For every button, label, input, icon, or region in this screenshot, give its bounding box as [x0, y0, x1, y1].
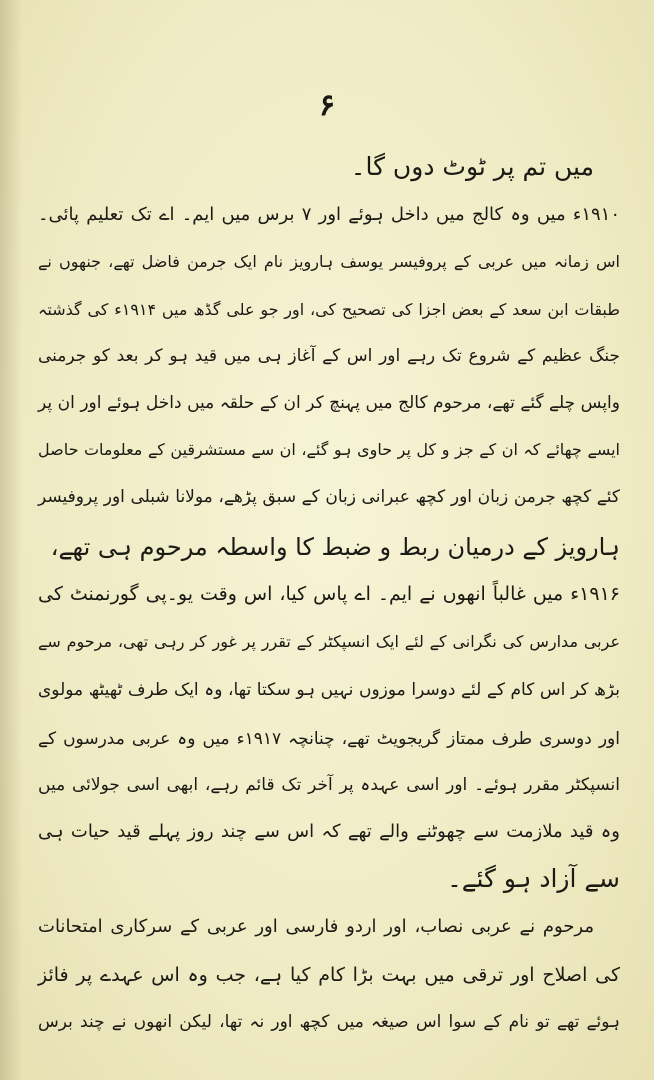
- text-line-16: سے آزاد ہو گئے۔: [447, 864, 620, 893]
- text-line-18: کی اصلاح اور ترقی میں بہت بڑا کام کیا ہے، جب وہ اس عہدے پر فائز: [38, 964, 620, 986]
- text-line-7: ایسے چھائے کہ ان کے جز و کل پر حاوی ہو گئے، ان سے مستشرقین کے معلومات حاصل: [38, 440, 620, 459]
- text-line-3: اس زمانہ میں عربی کے پروفیسر یوسف ہارویز نام ایک جرمن فاضل تھے، جنھوں نے: [38, 252, 620, 271]
- text-line-8: کئے کچھ جرمن زبان اور کچھ عبرانی زبان کے سبق پڑھے، مولانا شبلی اور پروفیسر: [38, 487, 620, 507]
- text-line-5: جنگ عظیم کے شروع تک رہے اور اس کے آغاز ہی میں قید ہو کر بعد کو جرمنی: [38, 346, 620, 366]
- text-line-10: ۱۹۱۶ء میں غالباً انھوں نے ایم۔ اے پاس کیا، اس وقت یو۔پی گورنمنٹ کی: [38, 583, 620, 605]
- text-line-17: مرحوم نے عربی نصاب، اور اردو فارسی اور عربی کے سرکاری امتحانات: [38, 916, 594, 937]
- binding-shadow: [0, 0, 22, 1080]
- page-number: ۶: [318, 88, 336, 123]
- text-line-1: میں تم پر ٹوٹ دوں گا۔: [350, 152, 594, 181]
- text-line-14: انسپکٹر مقرر ہوئے۔ اور اسی عہدہ پر آخر تک قائم رہے، ابھی اسی جولائی میں: [38, 775, 620, 795]
- text-line-11: عربی مدارس کی نگرانی کے لئے ایک انسپکٹر کے تقرر پر غور کر رہی تھی، مرحوم سے: [38, 632, 620, 651]
- text-line-9: ہارویز کے درمیان ربط و ضبط کا واسطہ مرحوم ہی تھے،: [50, 533, 620, 561]
- text-line-6: واپس چلے گئے تھے، مرحوم کالج میں پہنچ کر ان کے حلقہ میں داخل ہوئے اور ان پر: [38, 393, 620, 413]
- text-line-12: بڑھ کر اس کام کے لئے دوسرا موزوں نہیں ہو سکتا تھا، وہ ایک طرف ٹھیٹھ مولوی: [38, 680, 620, 700]
- text-line-15: وہ قید ملازمت سے چھوٹنے والے تھے کہ اس سے چند روز پہلے قید حیات ہی: [38, 821, 620, 842]
- text-line-19: ہوئے تھے تو نام کے سوا اس صیغہ میں کچھ اور نہ تھا، لیکن انھوں نے چند برس: [38, 1012, 620, 1032]
- text-line-2: ۱۹۱۰ء میں وہ کالج میں داخل ہوئے اور ۷ برس میں ایم۔ اے تک تعلیم پائی۔: [38, 204, 620, 225]
- text-line-13: اور دوسری طرف ممتاز گریجویٹ تھے، چنانچہ ۱۹۱۷ء میں وہ عربی مدرسوں کے: [38, 729, 620, 749]
- text-line-4: طبقات ابن سعد کے بعض اجزا کی تصحیح کی، اور جو علی گڈھ میں ۱۹۱۴ء کی گذشتہ: [38, 300, 620, 319]
